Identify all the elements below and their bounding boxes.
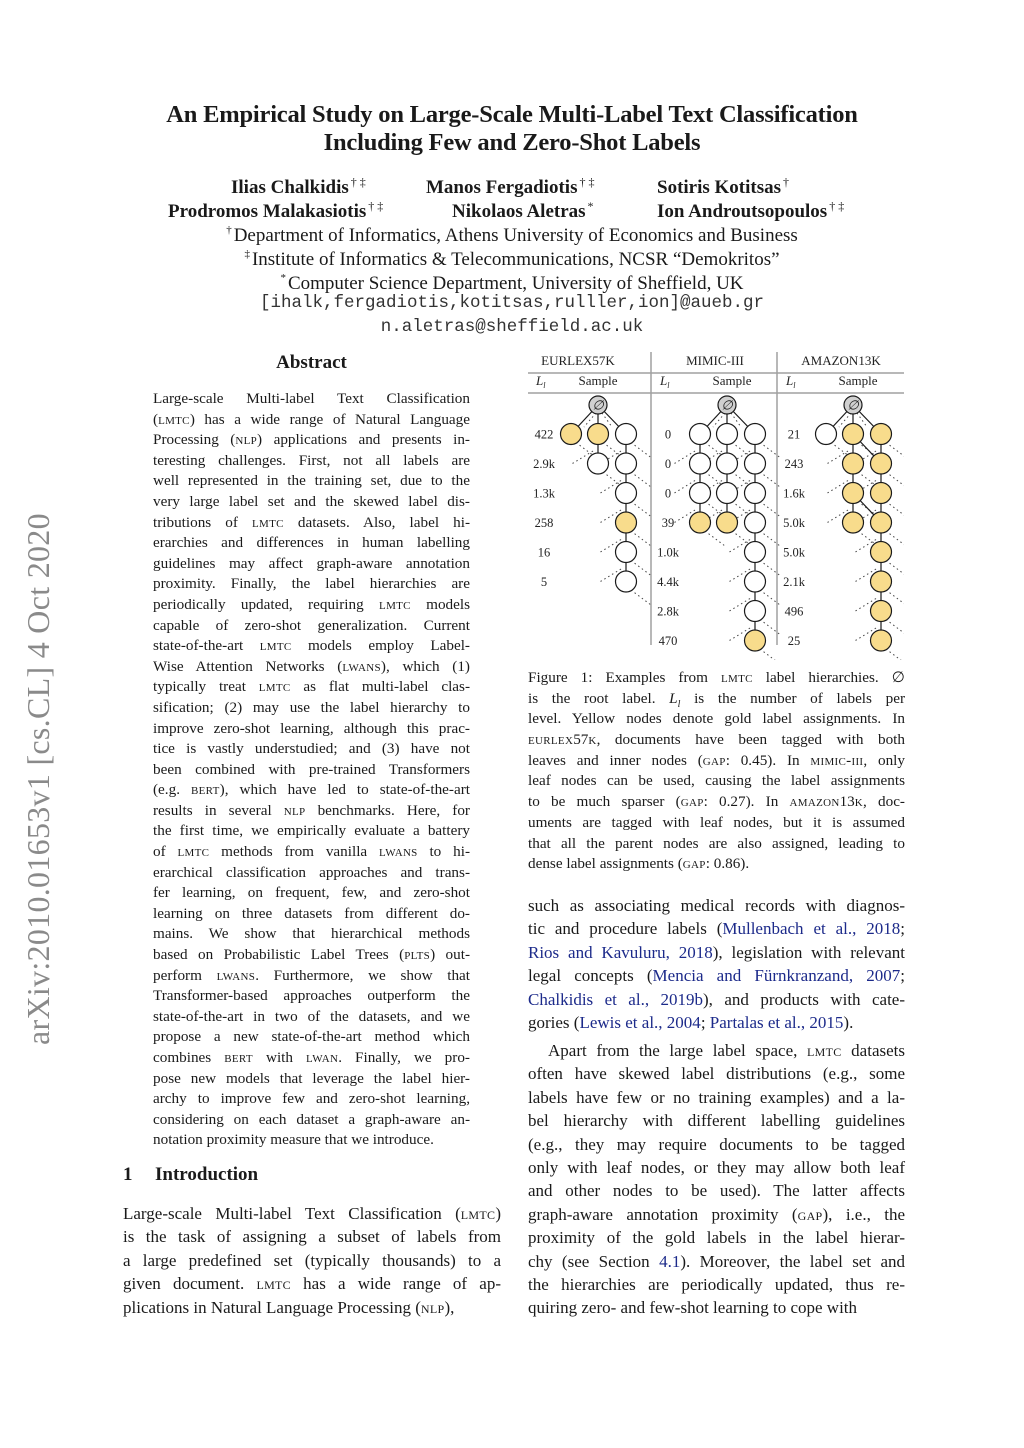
title-line-2: Including Few and Zero-Shot Labels [323,129,701,156]
text-line: bel hierarchy with different labelling guidelines [528,1111,905,1131]
label-node [616,424,637,445]
author: Prodromos Malakasiotis † ‡ [168,199,384,222]
small-caps-term: lwans [342,657,381,675]
level-count: 470 [658,634,678,648]
small-caps-term: plts [404,946,431,964]
text-line: typically treat lmtc as flat multi-label clas- [153,678,470,696]
level-count: 5.0k [783,545,805,560]
level-count: 21 [787,427,801,442]
label-node [690,424,711,445]
text-line: leaves and inner nodes (gap: 0.45). In mimic-iii, only [528,751,905,769]
text-line: sification; (2) may use the label hierarchy to [153,698,470,716]
small-caps-term: nlp [420,1297,445,1317]
gold-label-node [843,424,864,445]
text-line: quiring zero- and few-shot learning to cope with [528,1298,858,1318]
text-line: well represented in the training set, due to the [153,472,470,490]
email-line[interactable]: n.aletras@sheffield.ac.uk [380,317,644,337]
level-count-header: $L_l$ [660,373,670,390]
label-node [816,424,837,445]
email-line[interactable]: [ihalk,fergadiotis,kotitsas,rulller,ion]@aueb.gr [259,293,765,313]
sample-header: Sample [838,373,878,388]
level-count: 25 [787,634,801,648]
author: Nikolaos Aletras * [452,199,594,222]
small-caps-term: lwans [216,966,256,984]
text-line: (e.g. bert), which have led to state-of-the-art [153,781,470,799]
dotted-child-edge [886,472,904,487]
text-line: Wise Attention Networks (lwans), which (1) [153,657,470,675]
paper-title [0,101,1024,157]
text-line: Apart from the large label space, lmtc datasets [548,1041,905,1060]
author: Ilias Chalkidis † ‡ [231,175,366,198]
text-line: archy to improve few and zero-shot learning, [153,1090,470,1108]
small-caps-term: eurlex [528,731,574,749]
gold-label-node [561,424,582,445]
text-line: that all the parent nodes are also assigned, leading to [528,834,905,852]
text-line: based on Probabilistic Label Trees (plts) out- [153,946,471,964]
section-heading: 1 Introduction [123,1164,259,1185]
affiliation: † Department of Informatics, Athens University of Economics and Business [226,224,798,246]
dotted-child-edge [886,443,904,458]
introduction-body [123,1202,501,1319]
text-line: periodically updated, requiring lmtc models [153,595,471,613]
text-line: erarchies and differences in human labelling [153,534,470,552]
dotted-child-edge [631,502,651,517]
text-line: the first time, we empirically evaluate a battery [153,822,470,840]
label-node [717,453,738,474]
gold-label-node [843,512,864,533]
text-line: proximity. Finally, the label hierarchies are [153,575,470,593]
level-count-header: $L_l$ [786,373,796,390]
text-line: a large predefined set (typically thousands) to a [123,1250,501,1270]
text-line: Processing (nlp) applications and presents in- [153,431,470,449]
small-caps-term: bert [224,1049,253,1066]
small-caps-term: lmtc [177,843,210,861]
gold-label-node [843,453,864,474]
dotted-child-edge [631,472,651,487]
label-node [745,424,766,445]
dataset-name: AMAZON13K [801,353,881,368]
text-line: tributions of lmtc datasets. Also, label hi- [153,513,470,531]
root-symbol: ∅ [721,398,733,414]
gold-label-node [843,483,864,504]
abstract-heading: Abstract [276,352,347,373]
small-caps-term: lmtc [252,513,284,531]
text-line: the hierarchies are periodically updated, thus re- [528,1274,905,1294]
intro-paragraph-2 [528,1039,905,1320]
citation-link[interactable]: Rios and Kavuluru, 2018 [528,942,713,962]
gold-label-node [616,512,637,533]
text-line: (e.g., they may require documents to be tagged [528,1134,905,1154]
label-node [616,571,637,592]
small-caps-term: lwans [379,843,418,861]
title-line-1: An Empirical Study on Large-Scale Multi-Label Text Classification [166,101,858,128]
gold-label-node [871,601,892,622]
text-line: and other nodes to be used). The latter affects [528,1181,905,1201]
small-caps-term: gap [680,793,704,811]
small-caps-term: lmtc [158,410,190,428]
text-line: fer learning, on frequent, few, and zero-shot [153,884,470,902]
small-caps-term: nlp [283,801,306,819]
level-count: 4.4k [657,575,679,589]
label-node [745,483,766,504]
text-line: improve zero-shot learning, although this prac- [153,719,470,737]
level-count: 422 [534,427,554,442]
label-node [616,542,637,563]
level-count: 2.8k [657,604,679,619]
dotted-child-edge [631,561,651,576]
small-caps-term: gap [702,751,726,769]
gold-label-node [871,542,892,563]
text-line: Large-scale Multi-label Text Classification [153,390,470,407]
small-caps-term: gap [797,1204,823,1224]
affiliation: ‡ Institute of Informatics & Telecommunications, NCSR “Demokritos” [244,248,780,270]
text-line: level. Yellow nodes denote gold label assignments. In [528,710,905,728]
level-count: 16 [537,545,551,560]
label-node [616,483,637,504]
dotted-child-edge [705,531,725,546]
text-line: propose a new state-of-the-art method which [153,1028,470,1046]
text-line: Transformer-based approaches outperform the [153,987,470,1005]
dotted-child-edge [886,649,904,660]
text-line: guidelines may affect graph-aware annotation [153,554,470,572]
small-caps-term: nlp [235,431,258,449]
label-node [745,601,766,622]
text-line: teresting challenges. First, not all labels are [153,451,470,469]
small-caps-term: lmtc [379,595,411,613]
text-line: dense label assignments (gap: 0.86). [528,855,750,873]
small-caps-term: lwan [306,1049,339,1066]
small-caps-term: amazon [789,793,840,811]
small-caps-term: lmtc [259,637,292,655]
citation-link[interactable]: 4.1 [659,1251,681,1271]
text-line: uments are tagged with leaf nodes, but it is assumed [528,813,905,831]
level-count: 5.0k [783,516,805,530]
text-line: notation proximity measure that we introduce. [153,1131,434,1149]
level-count: 258 [534,516,554,530]
text-line: Figure 1: Examples from lmtc label hierarchies. ∅ [528,669,905,686]
dotted-child-edge [631,443,651,458]
sample-header: Sample [578,373,618,388]
root-symbol: ∅ [847,398,859,414]
level-count: 1.6k [783,486,805,501]
gold-label-node [871,630,892,651]
dotted-child-edge [886,620,904,635]
text-line: state-of-the-art lmtc models employ Label- [153,637,470,655]
text-line: tice is vastly understudied; and (3) have not [153,740,470,758]
text-line: Large-scale Multi-label Text Classification (lmtc) [123,1204,501,1223]
text-line: such as associating medical records with diagnos- [528,896,905,915]
gold-label-node [745,630,766,651]
text-line: been combined with pre-trained Transformers [153,760,470,778]
text-line: of lmtc methods from vanilla lwans to hi- [153,843,471,861]
small-caps-term: lmtc [256,1274,291,1294]
label-node [717,483,738,504]
text-line: often have skewed label distributions (e.g., some [528,1064,905,1084]
level-count: 5 [540,575,548,589]
level-count: 0 [664,457,672,471]
label-node [717,424,738,445]
citation-link[interactable]: Chalkidis et al., 2019b [528,989,704,1009]
dotted-child-edge [760,649,780,660]
text-line: chy (see Section 4.1). Moreover, the label set and [528,1251,906,1271]
level-count: 1.0k [657,545,679,560]
gold-label-node [871,453,892,474]
gold-label-node [871,483,892,504]
intro-paragraph-continued [528,894,905,1034]
dataset-name: EURLEX57K [541,353,615,368]
text-line: is the task of assigning a subset of labels from [123,1227,501,1247]
gold-label-node [871,571,892,592]
text-line: combines bert with lwan. Finally, we pro- [153,1049,470,1066]
text-line: Rios and Kavuluru, 2018), legislation with relevant [528,942,905,962]
gold-label-node [871,424,892,445]
dotted-child-edge [631,531,651,546]
dotted-child-edge [886,531,904,546]
dataset-name: MIMIC-III [686,353,744,368]
text-line: mains. We show that hierarchical methods [153,925,470,943]
small-caps-term: mimic-iii [810,751,864,769]
text-line: learning on three datasets from different do- [153,904,470,922]
citation-link[interactable]: Lewis et al., 2004 [579,1012,701,1032]
small-caps-term: lmtc [460,1204,496,1223]
text-line: very large label set and the skewed label dis- [153,492,470,510]
text-line: plications in Natural Language Processing (nlp), [123,1297,455,1317]
label-node [745,453,766,474]
author: Ion Androutsopoulos † ‡ [657,199,845,222]
level-count: 2.1k [783,575,805,589]
text-line: tic and procedure labels (Mullenbach et al., 2018; [528,919,905,939]
figure-1-caption [528,668,905,875]
root-symbol: ∅ [592,398,604,414]
small-caps-term: k [588,731,597,749]
label-node [690,483,711,504]
text-line: Chalkidis et al., 2019b), and products with cate- [528,989,905,1009]
text-line: given document. lmtc has a wide range of ap- [123,1274,501,1294]
text-line: labels have few or no training examples) and a la- [528,1087,905,1107]
small-caps-term: gap [682,855,706,873]
text-line: perform lwans. Furthermore, we show that [153,966,470,984]
small-caps-term: bert [191,781,220,799]
text-line: is the root label. $L_l$ is the number of labels per [528,689,906,710]
level-count: 0 [664,486,672,501]
gold-label-node [588,424,609,445]
text-line: results in several nlp benchmarks. Here, for [153,801,470,819]
label-node [745,512,766,533]
label-node [745,542,766,563]
text-line: graph-aware annotation proximity (gap), i.e., the [528,1204,906,1224]
citation-link[interactable]: Mencia and Fürnkranzand, 2007 [652,966,901,986]
text-line: legal concepts (Mencia and Fürnkranzand, 2007; [528,966,905,986]
text-line: proximity of the gold labels in the label hierar- [528,1228,905,1248]
affiliation: * Computer Science Department, University of Sheffield, UK [280,272,744,294]
abstract-body [153,389,470,1151]
text-line: (lmtc) has a wide range of Natural Language [153,410,470,428]
label-node [745,571,766,592]
citation-link[interactable]: Mullenbach et al., 2018 [722,919,901,939]
author: Sotiris Kotitsas † [657,175,790,198]
label-node [588,453,609,474]
level-count: 0 [664,427,672,442]
text-line: to be much sparser (gap: 0.27). In amazon13k, doc- [528,793,905,811]
dotted-child-edge [886,590,904,605]
level-count: 2.9k [533,457,555,471]
level-count: 496 [784,604,804,619]
small-caps-term: lmtc [720,669,753,686]
small-caps-term: k [854,793,864,811]
text-line: only with leaf nodes, or they may allow both leaf [528,1157,905,1177]
text-line: pose new models that leverage the label hier- [153,1069,470,1087]
level-count-header: $L_l$ [536,373,546,390]
gold-label-node [690,512,711,533]
arxiv-identifier-stamp: arXiv:2010.01653v1 [cs.CL] 4 Oct 2020 [20,513,56,1045]
gold-label-node [717,512,738,533]
text-line: erarchical classification approaches and trans- [153,863,470,881]
text-line: capable of zero-shot generalization. Current [153,616,470,634]
gold-label-node [871,512,892,533]
small-caps-term: lmtc [807,1041,842,1060]
sample-header: Sample [712,373,752,388]
text-line: gories (Lewis et al., 2004; Partalas et al., 2015). [528,1012,854,1032]
text-line: state-of-the-art in two of the datasets, and we [153,1007,470,1025]
figure-1-label-hierarchies [528,350,904,660]
label-node [690,453,711,474]
dotted-child-edge [886,502,904,517]
text-line: considering on each dataset a graph-aware an- [153,1110,470,1128]
dotted-child-edge [886,561,904,576]
level-count: 39 [661,516,675,530]
text-line: eurlex57k, documents have been tagged with both [528,731,905,749]
text-line: leaf nodes can be used, causing the label assignments [528,772,905,790]
author: Manos Fergadiotis † ‡ [426,175,595,198]
dotted-child-edge [631,590,651,605]
level-count: 1.3k [533,486,555,501]
level-count: 243 [784,457,804,471]
small-caps-term: lmtc [258,678,291,696]
citation-link[interactable]: Partalas et al., 2015 [709,1012,844,1032]
label-node [616,453,637,474]
